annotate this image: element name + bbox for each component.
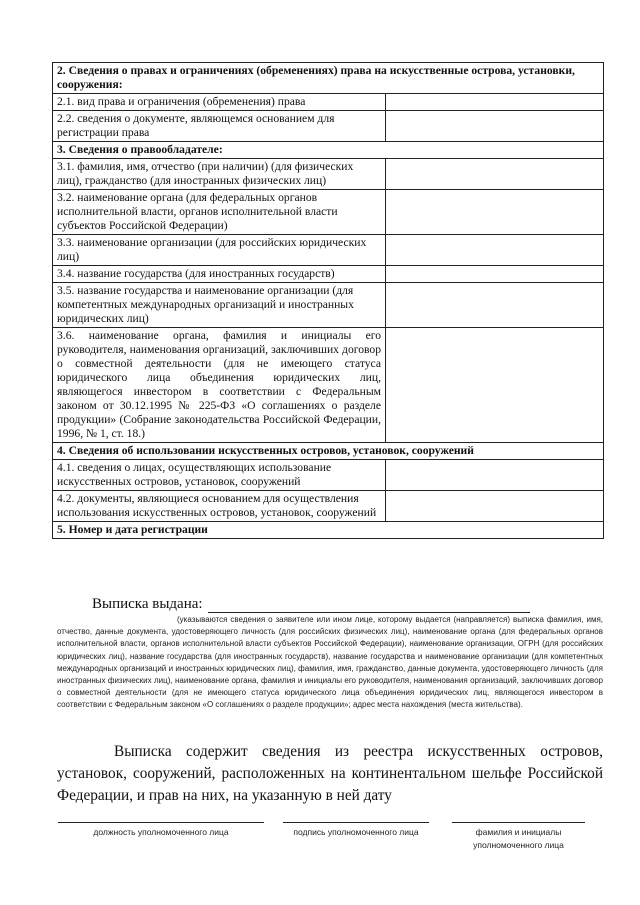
table-row (53, 190, 604, 235)
table-row (53, 522, 604, 539)
signature-caption: подпись уполномоченного лица (293, 827, 419, 837)
signature-line (283, 822, 429, 823)
field-value-3-1 (386, 159, 604, 190)
field-value-2-1 (386, 94, 604, 111)
issued-label: Выписка выдана: (92, 596, 203, 612)
issued-to-line (208, 612, 530, 613)
section-header-2: 2. Сведения о правах и ограничениях (обременениях) права на искусственные острова, установки, сооружения: (53, 63, 604, 94)
name-signature-line (452, 822, 585, 823)
position-signature-line (58, 822, 264, 823)
field-label-3-4: 3.4. название государства (для иностранных государств) (53, 266, 386, 283)
field-value-3-6 (386, 328, 604, 443)
table-row (53, 159, 604, 190)
table-row (53, 283, 604, 328)
table-row (53, 491, 604, 522)
field-label-3-3: 3.3. наименование организации (для российских юридических лиц) (53, 235, 386, 266)
section-header-4: 4. Сведения об использовании искусственных островов, установок, сооружений (53, 443, 604, 460)
section-header-3: 3. Сведения о правообладателе: (53, 142, 604, 159)
field-label-2-1: 2.1. вид права и ограничения (обременения) права (53, 94, 386, 111)
table-row (53, 235, 604, 266)
field-label-2-2: 2.2. сведения о документе, являющемся основанием для регистрации права (53, 111, 386, 142)
field-value-3-2 (386, 190, 604, 235)
section-header-5: 5. Номер и дата регистрации (53, 522, 604, 539)
field-value-3-4 (386, 266, 604, 283)
field-value-4-2 (386, 491, 604, 522)
field-label-3-1: 3.1. фамилия, имя, отчество (при наличии) (для физических лиц), гражданство (для иностранных физических лиц) (53, 159, 386, 190)
table-row (53, 328, 604, 443)
table-row (53, 266, 604, 283)
field-label-3-6: 3.6. наименование органа, фамилия и инициалы его руководителя, наименования организаций, заключивших договор о совместной деятельности (для не имеющего статуса юридического лица объединения юридических лиц, являющегося инвестором в соответствии с Федеральным законом от 30.12.1995 № 225-ФЗ «О соглашениях о разделе продукции» (Собрание законодательства Российской Федерации, 1996, № 1, ст. 18.) (53, 328, 386, 443)
table-row (53, 63, 604, 94)
field-label-3-2: 3.2. наименование органа (для федеральных органов исполнительной власти, органов исполнительной власти субъектов Российской Федерации) (53, 190, 386, 235)
field-value-3-3 (386, 235, 604, 266)
registry-table (52, 62, 604, 539)
field-label-4-2: 4.2. документы, являющиеся основанием для осуществления использования искусственных островов, установок, сооружений (53, 491, 386, 522)
table-row (53, 460, 604, 491)
table-row (53, 94, 604, 111)
issued-note: (указываются сведения о заявителе или ином лице, которому выдается (направляется) выписка фамилия, имя, отчество, данные документа, удостоверяющего личность (для российских физических лиц), наименование органа (для федеральных органов исполнительной власти, органов исполнительной власти субъектов Российской Федерации), наименование организации, ОГРН (для российских юридических лиц), название государства (для иностранных государств), название государства и наименование организации (для компетентных международных организаций и иностранных юридических лиц), фамилия, имя, гражданство, данные документа, удостоверяющего личность (для иностранных физических лиц), наименование органа, фамилия и инициалы его руководителя, наименования организаций, заключивших договор о совместной деятельности (для не имеющего статуса юридического лица объединения юридических лиц, являющегося инвестором в соответствии с Федеральным законом «О соглашениях о разделе продукции»; адрес места нахождения (места жительства). (57, 615, 603, 710)
position-caption: должность уполномоченного лица (93, 827, 229, 837)
field-value-3-5 (386, 283, 604, 328)
statement-paragraph: Выписка содержит сведения из реестра искусственных островов, установок, сооружений, расположенных на континентальном шельфе Российской Федерации, и прав на них, на указанную в ней дату (57, 743, 603, 804)
table-row (53, 142, 604, 159)
table-row (53, 111, 604, 142)
field-label-3-5: 3.5. название государства и наименование организации (для компетентных международных организаций и иностранных юридических лиц) (53, 283, 386, 328)
field-value-4-1 (386, 460, 604, 491)
field-label-4-1: 4.1. сведения о лицах, осуществляющих использование искусственных островов, установок, сооружений (53, 460, 386, 491)
table-row (53, 443, 604, 460)
field-value-2-2 (386, 111, 604, 142)
name-caption: фамилия и инициалы уполномоченного лица (473, 827, 564, 850)
